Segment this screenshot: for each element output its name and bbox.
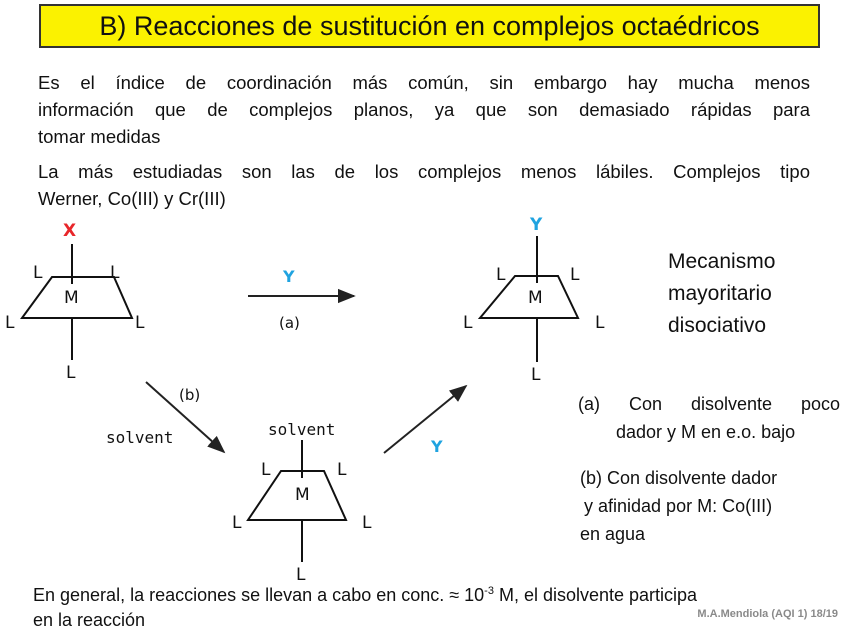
author-credit: M.A.Mendiola (AQI 1) 18/19 [697,608,838,620]
ligand-label: L [337,460,347,480]
intro-line: tomar medidas [38,126,161,147]
intro-line: Werner, Co(III) y Cr(III) [38,188,226,209]
ligand-label: L [261,460,271,480]
ligand-label: L [110,263,120,283]
ligand-label: L [531,365,541,385]
mechanism-line: disociativo [668,314,767,337]
footer-text [33,579,697,633]
footer-line-2: en la reacción [33,610,146,630]
ligand-label: L [595,313,605,333]
path-a-label: (a) [279,314,300,332]
ligand-label: L [296,565,306,585]
footer-line-1 [33,579,697,608]
ligand-label: L [362,513,372,533]
footer-post: M, el disolvente participa [493,585,698,605]
intro-line: La más estudiadas son las de los complejos menos lábiles. Complejos tipo [38,161,810,182]
mechanism-note [668,246,775,342]
note-line: (b) Con disolvente dador [580,468,778,488]
page-title: B) Reacciones de sustitución en complejos octaédricos [99,10,760,41]
ligand-label: L [232,513,242,533]
solvent-label: solvent [106,428,174,447]
metal-label: M [528,288,543,308]
metal-label: M [295,485,310,505]
note-line: en agua [580,524,646,544]
path-b-label: (b) [179,386,201,404]
ligand-label: L [496,265,506,285]
ligand-label: L [135,313,145,333]
y-ligand: Y [283,267,295,286]
x-ligand: X [63,221,77,241]
intro-line: información que de complejos planos, ya que son demasiado rápidas para [38,99,810,120]
mechanism-line: mayoritario [668,282,772,305]
note-line: y afinidad por M: Co(III) [584,496,773,516]
ligand-label: L [570,265,580,285]
footer-exponent: -3 [484,585,494,597]
note-line: (a) Con disolvente poco [578,394,840,414]
ligand-label: L [66,363,76,383]
ligand-label: L [463,313,473,333]
ligand-label: L [5,313,15,333]
metal-label: M [64,288,79,308]
intro-line: Es el índice de coordinación más común, sin embargo hay mucha menos [38,72,810,93]
product-labels [463,215,605,385]
y-ligand: Y [530,215,543,235]
note-path-b [580,464,825,548]
footer-pre: En general, la reacciones se llevan a cabo en conc. ≈ 10 [33,585,485,605]
note-line: dador y M en e.o. bajo [616,422,796,442]
solvent-ligand: solvent [268,420,336,439]
ligand-label: L [33,263,43,283]
arrow-to-product [384,386,466,453]
y-ligand: Y [431,437,443,456]
note-path-a [578,390,840,446]
mechanism-line: Mecanismo [668,250,776,273]
